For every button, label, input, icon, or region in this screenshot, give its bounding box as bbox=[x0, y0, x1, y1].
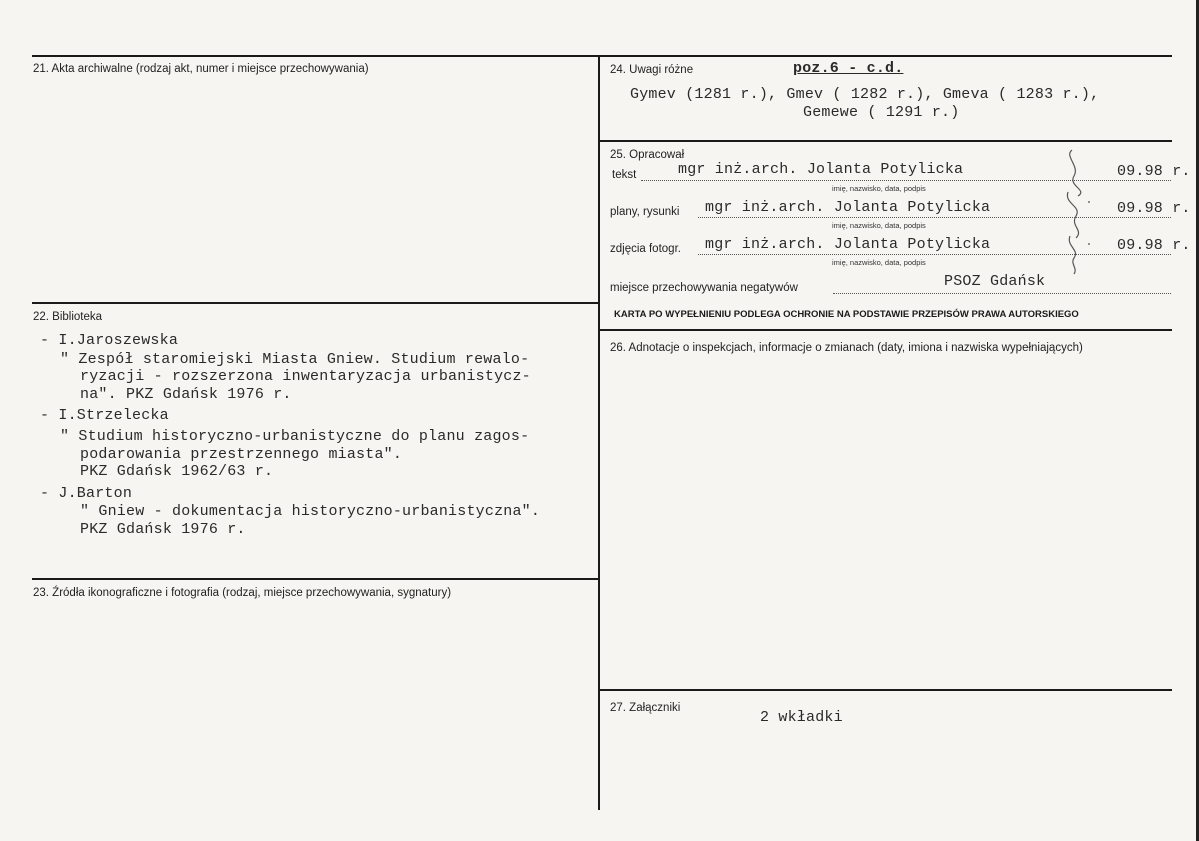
remarks-line: Gymev (1281 r.), Gmev ( 1282 r.), Gmeva ( 1283 r.), bbox=[630, 86, 1100, 103]
negatives-value: PSOZ Gdańsk bbox=[944, 273, 1046, 290]
remarks-line: Gemewe ( 1291 r.) bbox=[803, 104, 960, 121]
author-row-label: zdjęcia fotogr. bbox=[610, 243, 681, 255]
author-date: 09.98 r. bbox=[1117, 237, 1191, 254]
attachments-value: 2 wkładki bbox=[760, 709, 843, 726]
rule-26-27 bbox=[599, 689, 1172, 691]
biblio-line: PKZ Gdańsk 1976 r. bbox=[80, 521, 246, 538]
biblio-line: " Gniew - dokumentacja historyczno-urbanistyczna". bbox=[80, 503, 541, 520]
section-22-label: 22. Biblioteka bbox=[33, 311, 103, 323]
author-row-label: plany, rysunki bbox=[610, 206, 680, 218]
section-24-label: 24. Uwagi różne bbox=[610, 64, 694, 76]
rule-24-25 bbox=[599, 140, 1172, 142]
biblio-line: " Zespół staromiejski Miasta Gniew. Studium rewalo- bbox=[60, 351, 530, 368]
section-26-label: 26. Adnotacje o inspekcjach, informacje o zmianach (daty, imiona i nazwiska wypełniających) bbox=[610, 342, 1083, 354]
top-rule bbox=[32, 55, 1172, 57]
author-name: mgr inż.arch. Jolanta Potylicka bbox=[705, 199, 991, 216]
remarks-heading: poz.6 - c.d. bbox=[793, 60, 904, 77]
rule-25-26 bbox=[599, 329, 1172, 331]
biblio-line: podarowania przestrzennego miasta". bbox=[80, 446, 403, 463]
rule-22-23 bbox=[32, 578, 599, 580]
biblio-line: - I.Jaroszewska bbox=[40, 332, 179, 349]
center-divider bbox=[598, 55, 600, 810]
biblio-line: ryzacji - rozszerzona inwentaryzacja urbanistycz- bbox=[80, 368, 531, 385]
section-25-label: 25. Opracował bbox=[610, 149, 685, 161]
author-hint: imię, nazwisko, data, podpis bbox=[832, 184, 926, 193]
author-name: mgr inż.arch. Jolanta Potylicka bbox=[705, 236, 991, 253]
author-hint: imię, nazwisko, data, podpis bbox=[832, 258, 926, 267]
copyright-notice: KARTA PO WYPEŁNIENIU PODLEGA OCHRONIE NA PODSTAWIE PRZEPISÓW PRAWA AUTORSKIEGO bbox=[614, 309, 1079, 320]
biblio-line: na". PKZ Gdańsk 1976 r. bbox=[80, 386, 292, 403]
signature bbox=[1058, 146, 1098, 276]
author-hint: imię, nazwisko, data, podpis bbox=[832, 221, 926, 230]
section-21-label: 21. Akta archiwalne (rodzaj akt, numer i miejsce przechowywania) bbox=[33, 63, 369, 75]
author-name: mgr inż.arch. Jolanta Potylicka bbox=[678, 161, 964, 178]
section-23-label: 23. Źródła ikonograficzne i fotografia (rodzaj, miejsce przechowywania, sygnatury) bbox=[33, 587, 452, 599]
negatives-dots bbox=[833, 293, 1171, 294]
author-date: 09.98 r. bbox=[1117, 200, 1191, 217]
author-row-dots bbox=[698, 217, 1171, 218]
author-row-label: tekst bbox=[612, 169, 637, 181]
author-date: 09.98 r. bbox=[1117, 163, 1191, 180]
biblio-line: PKZ Gdańsk 1962/63 r. bbox=[80, 463, 274, 480]
negatives-label: miejsce przechowywania negatywów bbox=[610, 282, 798, 294]
section-27-label: 27. Załączniki bbox=[610, 702, 681, 714]
biblio-line: - J.Barton bbox=[40, 485, 133, 502]
biblio-line: - I.Strzelecka bbox=[40, 407, 169, 424]
rule-21-22 bbox=[32, 302, 599, 304]
biblio-line: " Studium historyczno-urbanistyczne do planu zagos- bbox=[60, 428, 530, 445]
author-row-dots bbox=[698, 254, 1171, 255]
